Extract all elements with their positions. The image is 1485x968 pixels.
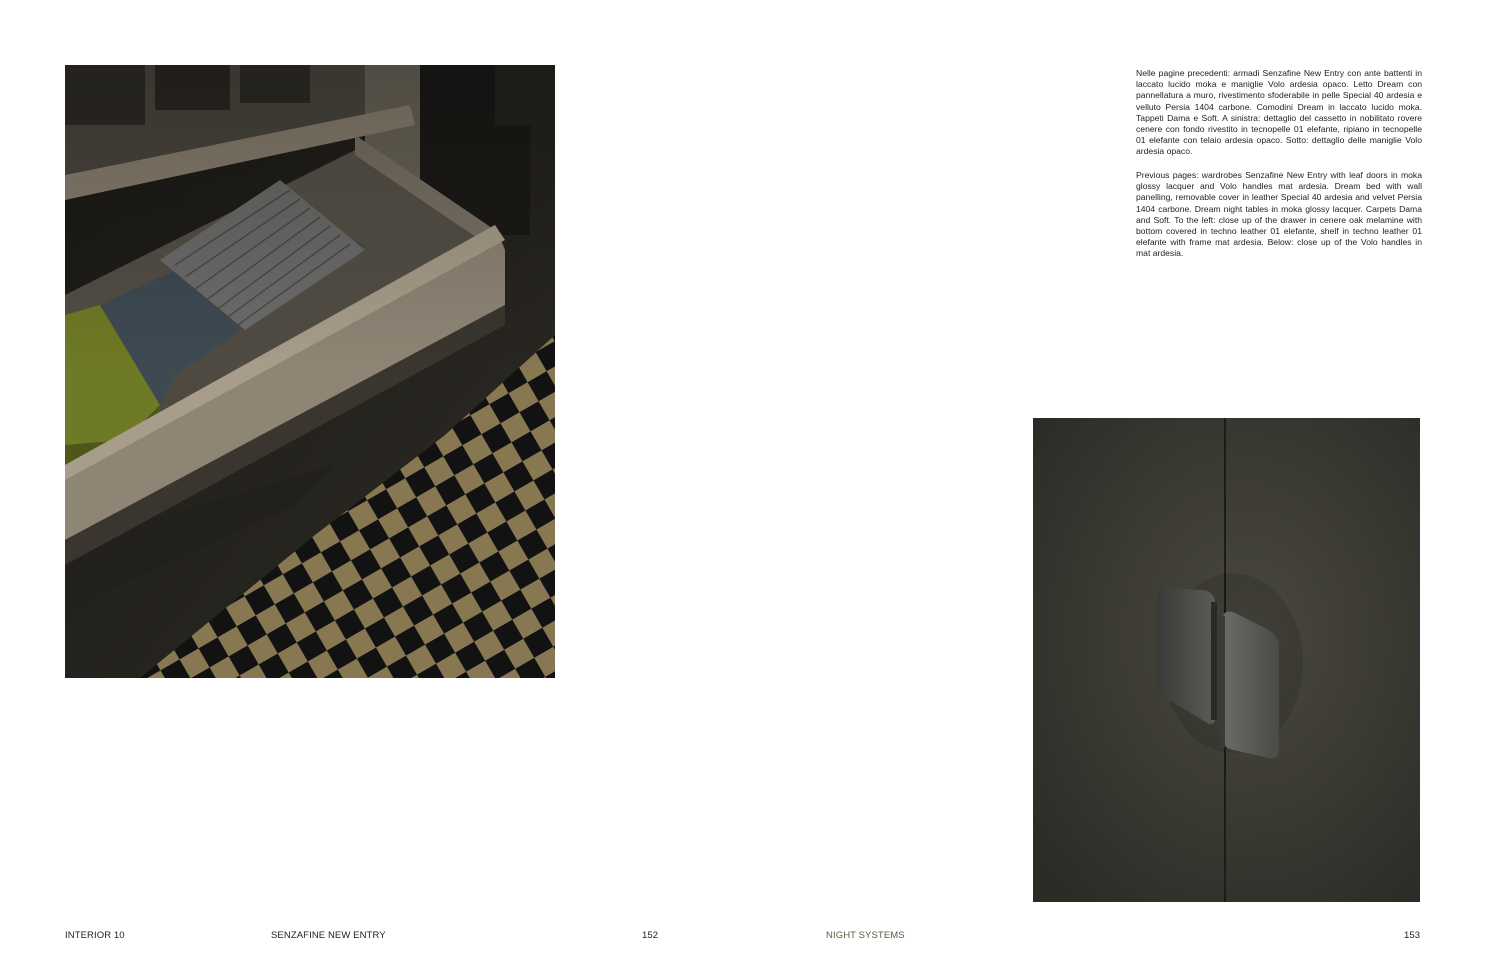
drawer-detail-photo [65,65,555,678]
footer-section-title: SENZAFINE NEW ENTRY [271,930,386,941]
footer-magazine-title: INTERIOR 10 [65,930,125,941]
caption-english: Previous pages: wardrobes Senzafine New Entry with leaf doors in moka glossy lacquer and Volo handles mat ardesia. Dream bed with wall panelling, removable cover in leather Special 40 ardesia and velvet Persia 1404 carbone. Dream night tables in moka glossy lacquer. Carpets Dama and Soft. To the left: close up of the drawer in cenere oak melamine with bottom covered in techno leather 01 elefante, shelf in techno leather 01 elefante with frame mat ardesia. Below: close up of the Volo handles in mat ardesia. [1136,170,1422,259]
page-number-right: 153 [1404,930,1421,941]
caption-italian: Nelle pagine precedenti: armadi Senzafine New Entry con ante battenti in laccato lucido moka e maniglie Volo ardesia opaco. Letto Dream con pannellatura a muro, rivestimento sfoderabile in pelle Special 40 ardesia e velluto Persia 1404 carbone. Comodini Dream in laccato lucido moka. Tappeti Dama e Soft. A sinistra: dettaglio del cassetto in nobilitato rovere cenere con fondo rivestito in tecnopelle 01 elefante, ripiano in tecnopelle 01 elefante con telaio ardesia opaco. Sotto: dettaglio delle maniglie Volo ardesia opaco. [1136,68,1422,157]
page-number-left: 152 [642,930,659,941]
volo-handles-photo [1033,418,1420,902]
footer-category-title: NIGHT SYSTEMS [826,930,905,941]
